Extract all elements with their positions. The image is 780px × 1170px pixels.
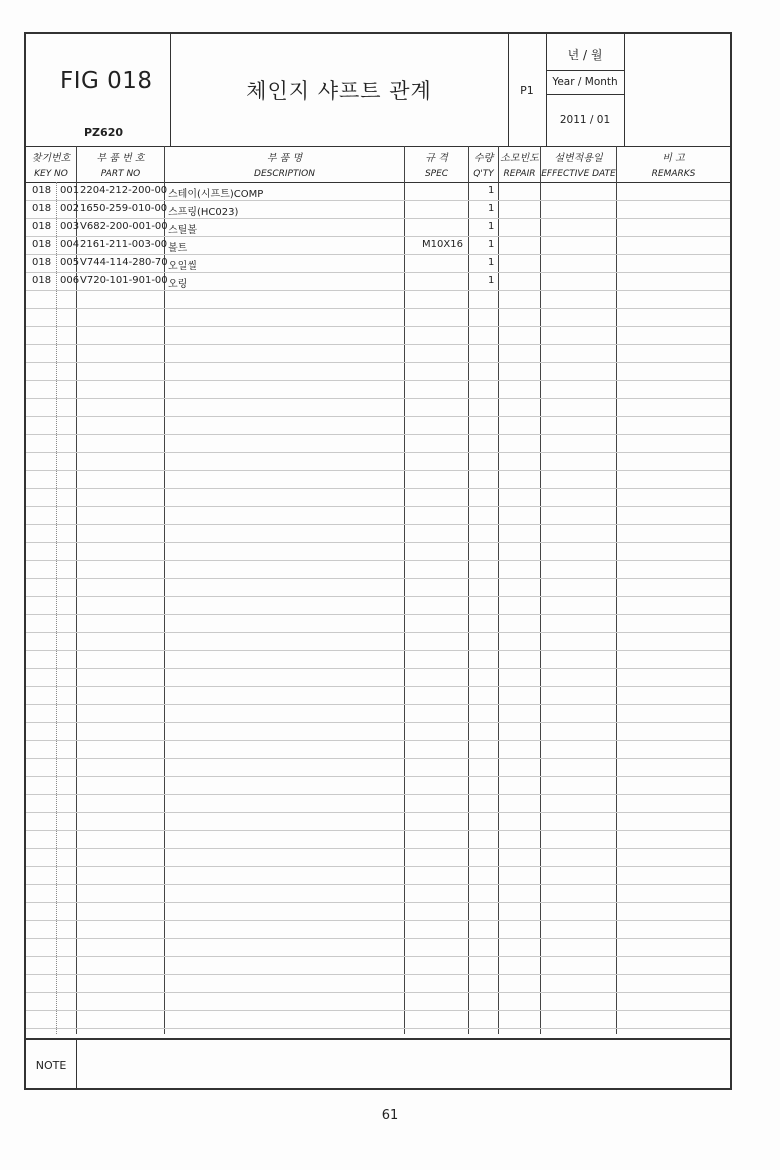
rule-line [26,578,730,579]
description: 스테이(시프트)COMP [168,189,264,200]
rule-line [26,200,730,201]
qty: 1 [488,203,495,214]
col-description: 부 품 명 DESCRIPTION [164,146,404,182]
rule-line [26,398,730,399]
rule-line [26,776,730,777]
qty: 1 [488,221,495,232]
rule-line [26,902,730,903]
rule-line [26,686,730,687]
parts-table-body [26,182,730,1034]
rule-line [26,938,730,939]
rule-line [26,488,730,489]
sheet-title: 체인지 샤프트 관계 [246,79,432,103]
figure-number: FIG 018 [60,68,153,94]
rule-line [26,308,730,309]
col-remarks: 비 고 REMARKS [616,146,730,182]
table-row [26,182,730,200]
key-no: 004 [60,239,80,250]
rule-line [26,272,730,273]
rule-line [26,866,730,867]
rule-line [26,956,730,957]
col-effective-date: 설변적용일 EFFECTIVE DATE [540,146,616,182]
part-no: V682-200-001-00 [80,221,168,232]
rule-line [26,560,730,561]
part-no: 2204-212-200-00 [80,185,168,196]
table-row [26,254,730,272]
part-no: 1650-259-010-00 [80,203,168,214]
table-row [26,272,730,290]
part-no: V720-101-901-00 [80,275,168,286]
rule-line [26,1028,730,1029]
rule-line [26,254,730,255]
rule-line [26,650,730,651]
qty: 1 [488,185,495,196]
fig-no: 018 [32,257,52,268]
rule-line [26,1010,730,1011]
note-label: NOTE [26,1040,77,1090]
rule-line [26,794,730,795]
rule-line [26,362,730,363]
rule-line [26,884,730,885]
rule-line [26,974,730,975]
key-no: 003 [60,221,80,232]
rule-line [26,452,730,453]
rule-line [26,470,730,471]
rule-line [26,704,730,705]
rule-line [26,992,730,993]
rule-line [26,506,730,507]
key-no: 001 [60,185,80,196]
year-month-cell [546,34,624,146]
col-repair: 소모빈도 REPAIR [498,146,540,182]
description: 스틸볼 [168,225,197,236]
description: 오링 [168,279,188,290]
rule-line [26,380,730,381]
rule-line [26,434,730,435]
rule-line [26,524,730,525]
year-month-english: Year / Month [552,76,618,88]
machine-image-cell [624,34,730,146]
fig-no: 018 [32,203,52,214]
qty: 1 [488,275,495,286]
rule-line [26,290,730,291]
key-no: 002 [60,203,80,214]
qty: 1 [488,239,495,250]
rule-line [26,326,730,327]
rule-line [26,344,730,345]
rule-line [26,614,730,615]
fig-no: 018 [32,185,52,196]
rule-line [26,848,730,849]
rule-line [26,236,730,237]
figure-cell [26,34,170,146]
issue-date: 2011 / 01 [559,114,611,126]
col-spec: 규 격 SPEC [404,146,468,182]
rule-line [26,668,730,669]
page-code: P1 [520,83,534,97]
description: 스프링(HC023) [168,207,239,218]
fig-no: 018 [32,239,52,250]
table-row [26,200,730,218]
spec: M10X16 [422,239,463,250]
year-month-korean: 년 / 월 [567,48,603,62]
note-section [26,1038,730,1090]
column-header-row [26,146,730,183]
model-code: PZ620 [84,126,123,139]
description: 오일씰 [168,261,197,272]
key-no: 006 [60,275,80,286]
rule-line [26,812,730,813]
page-number: 61 [381,1108,399,1123]
fig-no: 018 [32,221,52,232]
key-no: 005 [60,257,80,268]
parts-sheet [24,32,732,1090]
table-row [26,236,730,254]
description: 볼트 [168,243,188,254]
col-part-no: 부 품 번 호 PART NO [76,146,164,182]
rule-line [26,920,730,921]
rule-line [26,632,730,633]
qty: 1 [488,257,495,268]
sheet-header [26,34,730,147]
rule-line [26,740,730,741]
rule-line [26,722,730,723]
rule-line [26,416,730,417]
rule-line [26,218,730,219]
part-no: V744-114-280-70 [80,257,168,268]
rule-line [26,830,730,831]
fig-no: 018 [32,275,52,286]
rule-line [26,542,730,543]
col-key-no: 찾기번호 KEY NO [31,153,71,179]
part-no: 2161-211-003-00 [80,239,168,250]
table-row [26,218,730,236]
col-qty: 수량 Q'TY [468,146,498,182]
rule-line [26,596,730,597]
rule-line [26,758,730,759]
